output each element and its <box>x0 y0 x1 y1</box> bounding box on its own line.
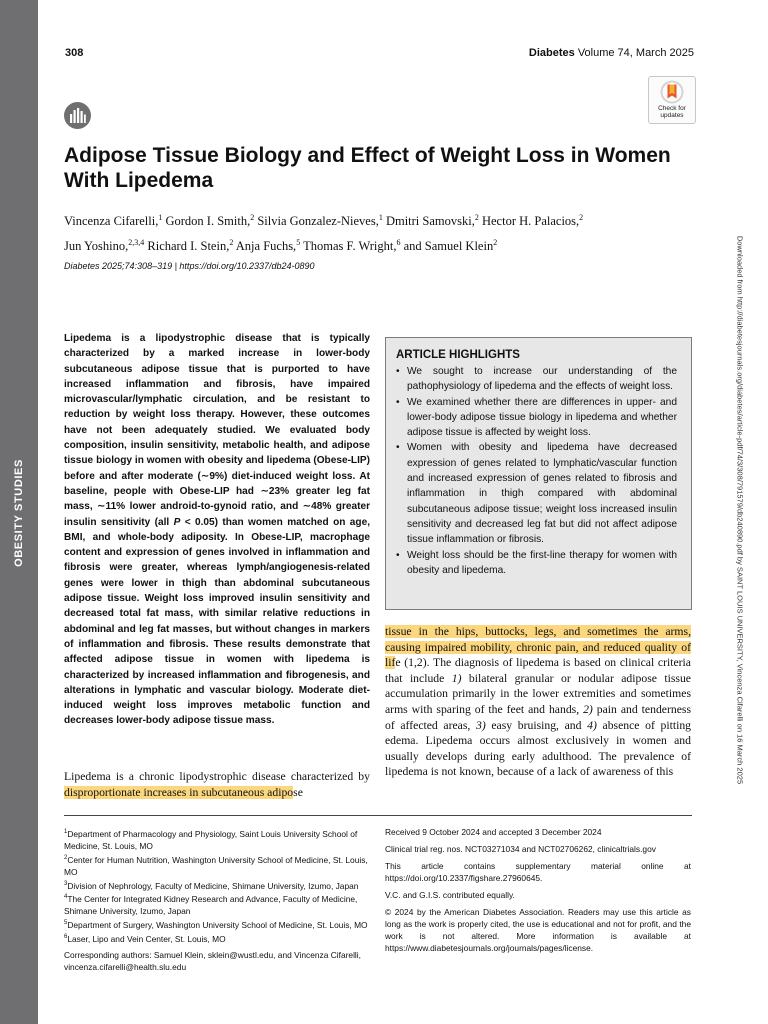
list-number: 3) <box>475 718 486 732</box>
corresponding-authors: Corresponding authors: Samuel Klein, sklein@wustl.edu, and Vincenza Cifarelli, vincenza.cifarelli@health.slu.edu <box>64 949 361 972</box>
author-affiliation: 2 <box>474 213 479 222</box>
intro-paragraph-right <box>385 624 691 780</box>
section-sidebar <box>0 0 38 1024</box>
author-name: and Samuel Klein <box>403 239 494 254</box>
list-number: 1) <box>451 671 462 685</box>
author-affiliation: 2,3,4 <box>128 238 145 248</box>
affiliation-number: 5 <box>64 920 68 927</box>
copyright-notice: © 2024 by the American Diabetes Association. Readers may use this article as long as the work is properly cited, the use is educational and not for profit, and the work is not altered. More information is available at https://www.diabetesjournals.org/journals/pages/license. <box>385 907 691 953</box>
citation-line: Diabetes 2025;74:308–319 | https://doi.org/10.2337/db24-0890 <box>64 261 315 271</box>
journal-logo-icon <box>64 102 91 129</box>
author-name: Gordon I. Smith, <box>165 214 251 229</box>
affiliation-number: 2 <box>64 854 68 861</box>
section-label: OBESITY STUDIES <box>13 459 25 567</box>
highlighted-text: tissue in the hips, buttocks, legs, and sometimes the arms, causing impaired mobility, chronic pain, and reduced quality of lif <box>385 625 691 670</box>
highlighted-text: disproportionate increases in subcutaneous adipo <box>64 785 294 799</box>
affiliation-item <box>64 826 370 852</box>
author-affiliation: 1 <box>158 213 163 222</box>
author-list <box>64 207 694 257</box>
affiliation-text: Center for Human Nutrition, Washington University School of Medicine, St. Louis, MO <box>64 854 368 877</box>
affiliation-item <box>64 891 370 917</box>
affiliation-text: The Center for Integrated Kidney Research and Advance, Faculty of Medicine, Shimane University, Izumo, Japan <box>64 894 358 917</box>
supplementary-note: This article contains supplementary material online at https://doi.org/10.2337/figshare.27960645. <box>385 861 691 883</box>
abstract-p-symbol: P <box>173 516 181 528</box>
affiliation-number: 6 <box>64 933 68 940</box>
abstract <box>64 331 370 729</box>
affiliation-text: Laser, Lipo and Vein Center, St. Louis, MO <box>67 933 226 944</box>
affiliations <box>64 826 370 973</box>
affiliation-item <box>64 852 370 878</box>
author-name: Hector H. Palacios, <box>481 214 580 229</box>
highlight-item: • We sought to increase our understanding of the pathophysiology of lipedema and the effects of weight loss. <box>396 364 677 395</box>
author-name: Silvia Gonzalez-Nieves, <box>257 214 379 229</box>
intro-paragraph-left <box>64 769 370 800</box>
author-affiliation: 2 <box>229 238 234 248</box>
affiliation-number: 3 <box>64 880 68 887</box>
list-number: 4) <box>587 718 597 732</box>
highlight-item: • Weight loss should be the first-line therapy for women with obesity and lipedema. <box>396 548 677 579</box>
author-name: Jun Yoshino, <box>64 239 129 254</box>
received-dates: Received 9 October 2024 and accepted 3 December 2024 <box>385 827 602 837</box>
author-name: Vincenza Cifarelli, <box>64 214 159 229</box>
highlights-title: ARTICLE HIGHLIGHTS <box>396 349 520 361</box>
author-name: Anja Fuchs, <box>235 239 297 254</box>
affiliation-text: Department of Pharmacology and Physiology, Saint Louis University School of Medicine, St. Louis, MO <box>64 828 358 851</box>
affiliation-number: 1 <box>64 829 68 835</box>
highlight-item: • We examined whether there are differences in upper- and lower-body adipose tissue biology in lipedema and whether adipose tissue is affected by weight loss. <box>396 395 677 441</box>
author-affiliation: 5 <box>296 238 301 248</box>
intro-text: pain and tenderness of affected areas, <box>385 702 691 732</box>
article-highlights-box <box>385 337 692 610</box>
page-number: 308 <box>65 47 84 59</box>
running-head <box>529 47 694 59</box>
author-affiliation: 1 <box>378 213 383 222</box>
abstract-part-1: Lipedema is a lipodystrophic disease that is typically characterized by a marked increase in lower-body subcutaneous adipose tissue that is purported to have increased inflammation and fibrosis, have impaired microvascular/lymphatic circulation, and be resistant to reduction by weight loss therapy. However, these outcomes have not been adequately studied. We evaluated body composition, insulin sensitivity, metabolic health, and adipose tissue biology in women with obesity and lipedema (Obese-LIP) before and after moderate (∼9%) diet-induced weight loss. At baseline, people with Obese-LIP had ∼23% greater leg fat mass, ∼11% lower android-to-gynoid ratio, and ∼48% greater insulin sensitivity (all <box>64 333 370 528</box>
affiliation-item <box>64 917 370 931</box>
author-affiliation: 2 <box>493 238 498 248</box>
journal-name: Diabetes <box>528 47 575 59</box>
intro-text: absence of pitting edema. Lipedema occurs almost exclusively in women and usually develops during early adulthood. The prevalence of lipedema is not known, because of a lack of awareness of this <box>385 718 692 779</box>
download-note: Downloaded from http://diabetesjournals.org/diabetes/article-pdf/74/3/308/791579/db240890.pdf by SAINT LOUIS UNIVERSITY, Vincenza Cifarelli on 16 March 2025 <box>735 235 745 785</box>
affiliation-number: 4 <box>64 894 68 901</box>
intro-text: easy bruising, and <box>485 718 588 732</box>
highlights-list <box>396 364 677 578</box>
affiliation-text: Department of Surgery, Washington University School of Medicine, St. Louis, MO <box>67 919 368 930</box>
affiliation-item <box>64 878 370 892</box>
author-affiliation: 2 <box>250 213 255 222</box>
badge-line-1: Check for <box>658 105 686 112</box>
trial-registration: Clinical trial reg. nos. NCT03271034 and NCT02706262, clinicaltrials.gov <box>385 844 656 854</box>
footnote-divider <box>64 815 692 816</box>
intro-left-tail: se <box>293 785 303 799</box>
check-for-updates-button[interactable] <box>648 76 696 124</box>
equal-contribution: V.C. and G.I.S. contributed equally. <box>385 890 515 900</box>
author-name: Richard I. Stein, <box>147 239 230 254</box>
affiliation-item <box>64 931 370 945</box>
intro-text: e (1,2). The diagnosis of lipedema is based on clinical criteria that include <box>385 656 691 685</box>
author-name: Dmitri Samovski, <box>385 214 475 229</box>
author-affiliation: 2 <box>579 213 584 222</box>
highlight-item: • Women with obesity and lipedema have decreased expression of genes related to lymphatic/vascular function and increased expression of genes related to fibrosis and inflammation in thigh compared with abdominal subcutaneous adipose tissue; weight loss increased insulin sensitivity and decreased leg fat but did not affect adipose tissue inflammation or fibrosis. <box>396 440 677 547</box>
article-info <box>385 826 691 959</box>
intro-left-text: Lipedema is a chronic lipodystrophic disease characterized by <box>64 770 370 783</box>
bookmark-icon <box>660 80 684 104</box>
badge-line-2: updates <box>660 112 684 119</box>
abstract-part-2: < 0.05) than women matched on age, BMI, and whole-body adiposity. In Obese-LIP, macrophage content and expression of genes involved in inflammation and fibrosis were greater, whereas lymph/angiogenesis-related genes were lower in thigh than abdominal subcutaneous adipose tissue. Weight loss improved insulin sensitivity and decreased total fat mass, with similar relative reductions in abdominal and leg fat masses, but without changes in markers of inflammation and fibrosis. These results demonstrate that affected adipose tissue in women with lipedema is characterized by increased inflammation and fibrogenesis, and alterations in lymphatic and vascular biology. Moderate diet-induced weight loss improves metabolic function and decreases lower-body adipose tissue mass. <box>64 516 370 727</box>
article-title: Adipose Tissue Biology and Effect of Weight Loss in Women With Lipedema <box>64 144 671 192</box>
volume-date: Volume 74, March 2025 <box>577 47 694 59</box>
author-name: Thomas F. Wright, <box>303 239 397 254</box>
affiliation-text: Division of Nephrology, Faculty of Medicine, Shimane University, Izumo, Japan <box>67 880 359 891</box>
list-number: 2) <box>583 702 593 716</box>
author-affiliation: 6 <box>396 238 401 248</box>
intro-text: bilateral granular or nodular adipose tissue accumulation primarily in the lower extremities and sometimes arms with sparing of the feet and hands, <box>385 671 691 716</box>
